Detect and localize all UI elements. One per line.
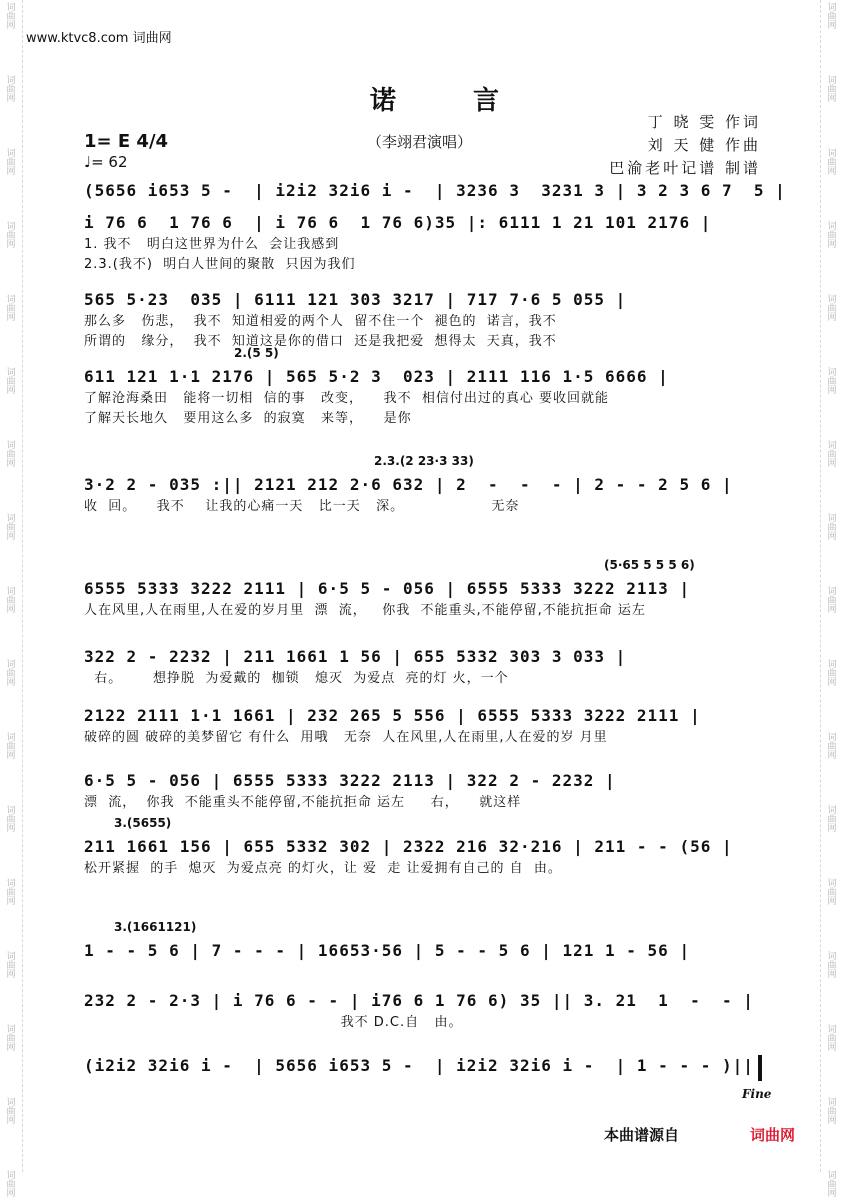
notation-row: i 76 6 1 76 6 | i 76 6 1 76 6)35 |: 6111 1 21 101 2176 | [84,213,712,232]
lyric-row: 破碎的圆 破碎的美梦留它 有什么 用哦 无奈 人在风里,人在雨里,人在爱的岁 月里 [84,730,608,745]
watermark-text: 词 曲 网 [827,952,837,980]
score-line [84,289,760,352]
watermark-text: 词 曲 网 [827,1098,837,1126]
transcriber-credit: 巴渝老叶记谱 制谱 [609,159,761,177]
lyricist-credit: 丁 晓 雯 作词 [647,113,761,131]
score-line [84,180,786,203]
notation-row: 6555 5333 3222 2111 | 6·5 5 - 056 | 6555 5333 3222 2113 | [84,579,691,598]
watermark-text: 词 曲 网 [827,222,837,250]
watermark-text: 词 曲 网 [6,1098,16,1126]
notation-row: 3·2 2 - 035 :|| 2121 212 2·6 632 | 2 - - - | 2 - - 2 5 6 | [84,475,733,494]
lyric-row: 所谓的 缘分， 我不 知道这是你的借口 还是我把爱 想得太 天真，我不 [84,334,557,349]
lyric-row: 了解沧海桑田 能将一切相 信的事 改变， 我不 相信付出过的真心 要收回就能 [84,391,609,406]
watermark-text: 词 曲 网 [6,660,16,688]
lyric-row: 那么多 伤悲， 我不 知道相爱的两个人 留不住一个 褪色的 诺言，我不 [84,314,557,329]
score-line [84,558,760,621]
lyric-row: 右。 想挣脱 为爱戴的 枷锁 熄灭 为爱点 亮的灯 火，一个 [84,671,509,686]
watermark-text: 词 曲 网 [827,1171,837,1199]
watermark-text: 词 曲 网 [827,441,837,469]
watermark-text: 词 曲 网 [827,587,837,615]
notation-row: (5656 i653 5 - | i2i2 32i6 i - | 3236 3 3231 3 | 3 2 3 6 7 5 | [84,181,786,200]
watermark-text: 词 曲 网 [6,514,16,542]
watermark-text: 词 曲 网 [6,879,16,907]
notation-row: 211 1661 156 | 655 5332 302 | 2322 216 32·216 | 211 - - (56 | [84,837,733,856]
watermark-text: 词 曲 网 [6,295,16,323]
alternate-notes: 3.(1661121) [114,920,197,934]
notation-row: 232 2 - 2·3 | i 76 6 - - | i76 6 1 76 6) 35 || 3. 21 1 - - | [84,991,754,1010]
lyric-row: 漂 流， 你我 不能重头不能停留,不能抗拒命 运左 右， 就这样 [84,795,522,810]
lyric-row: 人在风里,人在雨里,人在爱的岁月里 漂 流， 你我 不能重头,不能停留,不能抗拒命 运左 [84,603,646,618]
tempo-marking: ♩= 62 [84,153,128,171]
notation-row: 1 - - 5 6 | 7 - - - | 16653·56 | 5 - - 5 6 | 121 1 - 56 | [84,941,691,960]
credits [609,111,761,180]
watermark-text: 词 曲 网 [827,879,837,907]
score-line [84,212,760,275]
notation-row: 611 121 1·1 2176 | 565 5·2 3 023 | 2111 116 1·5 6666 | [84,367,669,386]
site-name-link[interactable]: 词曲网 [750,1126,796,1144]
score-line [84,454,760,517]
left-watermark-strip [4,0,18,1199]
watermark-text: 词 曲 网 [6,76,16,104]
notation-row: (i2i2 32i6 i - | 5656 i653 5 - | i2i2 32i6 i - | 1 - - - )|| [84,1056,754,1075]
site-url[interactable]: www.ktvc8.com 词曲网 [26,31,172,46]
lyric-row: 松开紧握 的手 熄灭 为爱点亮 的灯火，让 爱 走 让爱拥有自己的 自 由。 [84,861,562,876]
score-line [84,990,760,1033]
song-title: 诺 言 [370,86,534,116]
watermark-text: 词 曲 网 [827,368,837,396]
score-line [84,770,760,813]
key-signature: 1= E 4/4 [84,131,169,152]
watermark-text: 词 曲 网 [827,733,837,761]
watermark-text: 词 曲 网 [6,1171,16,1199]
lyric-row: 1. 我不 明白这世界为什么 会让我感到 [84,237,340,252]
score-line [84,346,760,429]
watermark-text: 词 曲 网 [6,368,16,396]
watermark-text: 词 曲 网 [827,1025,837,1053]
alternate-notes: (5·65 5 5 5 6) [604,558,695,572]
score-line [84,705,760,748]
watermark-text: 词 曲 网 [6,222,16,250]
lyric-row: 2.3.(我不) 明白人世间的聚散 只因为我们 [84,257,356,272]
watermark-text: 词 曲 网 [6,3,16,31]
left-margin-line [22,0,23,1172]
watermark-text: 词 曲 网 [6,733,16,761]
watermark-text: 词 曲 网 [6,1025,16,1053]
fine-marking: Fine [742,1087,772,1101]
score-line [84,816,760,879]
source-label: 本曲谱源自 [604,1126,680,1144]
watermark-text: 词 曲 网 [827,3,837,31]
watermark-text: 词 曲 网 [827,514,837,542]
watermark-text: 词 曲 网 [827,806,837,834]
watermark-text: 词 曲 网 [6,806,16,834]
right-margin-line [820,0,821,1172]
score-line [84,920,760,963]
watermark-text: 词 曲 网 [827,660,837,688]
final-barline [758,1055,762,1081]
right-watermark-strip [825,0,839,1199]
notation-row: 6·5 5 - 056 | 6555 5333 3222 2113 | 322 2 - 2232 | [84,771,616,790]
watermark-text: 词 曲 网 [827,295,837,323]
lyric-row: 了解天长地久 要用这么多 的寂寞 来等， 是你 [84,411,412,426]
score-line [84,1055,760,1078]
alternate-notes: 2.(5 5) [234,346,279,360]
watermark-text: 词 曲 网 [6,441,16,469]
lyric-row: 收 回。 我不 让我的心痛一天 比一天 深。 无奈 [84,499,520,514]
watermark-text: 词 曲 网 [6,952,16,980]
score-line [84,646,760,689]
notation-row: 2122 2111 1·1 1661 | 232 265 5 556 | 6555 5333 3222 2111 | [84,706,701,725]
notation-row: 322 2 - 2232 | 211 1661 1 56 | 655 5332 303 3 033 | [84,647,627,666]
composer-credit: 刘 天 健 作曲 [647,136,761,154]
watermark-text: 词 曲 网 [827,149,837,177]
watermark-text: 词 曲 网 [827,76,837,104]
alternate-notes: 3.(5655) [114,816,172,830]
lyric-row: 我不 D.C.自 由。 [84,1015,463,1030]
notation-row: 565 5·23 035 | 6111 121 303 3217 | 717 7·6 5 055 | [84,290,627,309]
watermark-text: 词 曲 网 [6,587,16,615]
singer-credit: （李翊君演唱） [367,133,473,151]
watermark-text: 词 曲 网 [6,149,16,177]
alternate-notes: 2.3.(2 23·3 33) [374,454,474,468]
